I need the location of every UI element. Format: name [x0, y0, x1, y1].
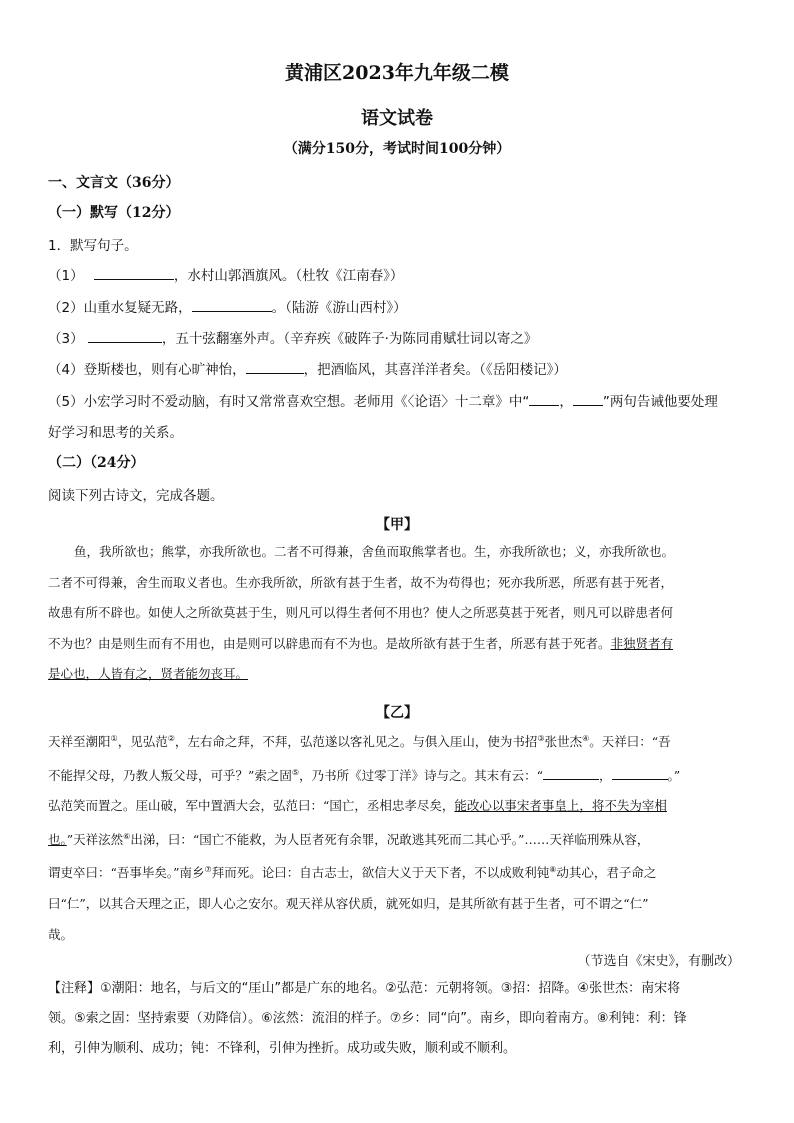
passage-text: 动其心，君子命之 [556, 865, 657, 881]
passage-line: 二者不可得兼，舍生而取义者也。生亦我所欲，所欲有甚于生者，故不为苟得也；死亦我所恶，所恶有甚于死者， [48, 574, 674, 590]
answer-blank[interactable] [246, 359, 304, 374]
item-number: （1） [48, 268, 84, 284]
answer-blank[interactable] [543, 767, 599, 780]
footnote-marker: ④ [582, 734, 590, 743]
part2-intro: 阅读下列古诗文，完成各题。 [48, 488, 224, 504]
footnote-marker: ② [167, 734, 175, 743]
passage-text: ，见弘范 [117, 734, 168, 750]
passage-line [48, 822, 748, 856]
section-heading: 一、文言文（36分） [48, 175, 180, 191]
answer-blank[interactable] [573, 391, 603, 406]
footnote-marker: ⑤ [291, 767, 300, 777]
question-item-2 [48, 296, 748, 316]
passage-text: 天祥至潮阳 [48, 734, 111, 750]
passage-text: 不为也？由是则生而有不用也，由是则可以辟患而有不为也。是故所欲有甚于生者，所恶有甚于死者。 [48, 635, 611, 651]
exam-subtitle: 语文试卷 [361, 108, 433, 129]
item-text: 。（陆游《游山西村》） [271, 300, 407, 316]
passage-line [48, 855, 748, 889]
passage-text: 不能捍父母，乃教人叛父母，可乎？”索之固 [48, 767, 292, 783]
passage-jia-label: 【甲】 [376, 517, 418, 533]
item-text: ，水村山郭酒旗风。（杜牧《江南春》） [173, 268, 404, 284]
passage-text: ，左右命之拜，不拜，弘范遂以客礼见之。与俱入厓山，使为书招 [174, 734, 538, 750]
passage-line: 鱼，我所欲也；熊掌，亦我所欲也。二者不可得兼，舍鱼而取熊掌者也。生，亦我所欲也；义，亦我所欲也。 [74, 544, 675, 559]
passage-text: ”天祥泫然 [66, 831, 124, 847]
item-text: ”两句告诫他要处理 [602, 394, 718, 410]
footnote-marker: ① [110, 734, 118, 743]
annotation-line: 利，引伸为顺利、成功；钝：不锋利，引伸为挫折。成功或失败，顺利或不顺利。 [48, 1041, 517, 1056]
footnote-marker: ⑦ [204, 865, 212, 875]
annotation-line: 【注释】①潮阳：地名，与后文的“厓山”都是广东的地名。②弘范：元朝将领。③招：招降。④张世杰：南宋将 [48, 981, 681, 996]
passage-line [48, 724, 748, 758]
answer-blank[interactable] [612, 767, 668, 780]
passage-text: 出涕，曰：“国亡不能救，为人臣者死有余罪，况敢逃其死而二其心乎。”……天祥临刑殊从容， [130, 831, 650, 847]
item-text: 登斯楼也，则有心旷神怡， [83, 362, 246, 378]
passage-text: 弘范笑而置之。厓山破，军中置酒大会，弘范曰：“国亡，丞相忠孝尽矣， [48, 798, 455, 814]
passage-line [48, 659, 748, 690]
item-text: （5）小宏学习时不爱动脑，有时又常常喜欢空想。老师用《〈论语〉十二章》中“ [48, 394, 530, 410]
question-item-5-cont: 好学习和思考的关系。 [48, 425, 183, 441]
answer-blank[interactable] [94, 265, 174, 280]
passage-line: 曰“仁”，以其合天理之正，即人心之安尔。观天祥从容伏质，就死如归，是其所欲有甚于生者，可不谓之“仁” [48, 896, 649, 912]
footnote-marker: ⑥ [123, 831, 131, 841]
exam-title: 黄浦区2023年九年级二模 [285, 62, 509, 84]
passage-text: ，乃书所《过零丁洋》诗与之。其末有云：“ [299, 767, 543, 783]
annotations [48, 974, 748, 1064]
item-text: ，把酒临风，其喜洋洋者矣。（《岳阳楼记》） [303, 362, 567, 378]
answer-blank[interactable] [88, 328, 162, 343]
passage-line [48, 791, 748, 822]
item-text: ， [559, 394, 573, 410]
passage-jia [48, 537, 748, 690]
passage-text: 拜而死。论曰：自古志士，欲信大义于天下者，不以成败利钝 [211, 865, 550, 881]
passage-text: ， [598, 767, 612, 783]
passage-text: 。” [667, 767, 681, 783]
question-item-5 [48, 390, 748, 410]
answer-blank[interactable] [192, 297, 272, 312]
passage-line [48, 758, 748, 792]
passage-line: 哉。 [48, 926, 74, 942]
answer-blank[interactable] [529, 391, 559, 406]
footnote-marker: ⑧ [549, 865, 557, 875]
item-number: （2） [48, 300, 84, 316]
item-number: （4） [48, 362, 84, 378]
footnote-marker: ③ [537, 734, 545, 743]
annotation-line: 领。⑤索之固：坚持索要（劝降信）。⑥泫然：流泪的样子。⑦乡：同“向”。南乡，即向着南方。⑧利钝：利：锋 [48, 1011, 687, 1026]
underlined-sentence: 是心也，人皆有之，贤者能勿丧耳。 [48, 666, 249, 681]
underlined-sentence: 能改心以事宋者事皇上，将不失为宰相 [454, 798, 667, 814]
passage-source: （节选自《宋史》，有删改） [577, 954, 740, 969]
part2-heading: （二）（24分） [48, 455, 145, 471]
question-intro: 1．默写句子。 [48, 238, 138, 254]
passage-yi-label: 【乙】 [376, 705, 418, 721]
underlined-sentence: 也。 [48, 831, 67, 847]
item-text: ，五十弦翻塞外声。（辛弃疾《破阵子·为陈同甫赋壮词以寄之》 [161, 331, 538, 347]
item-number: （3） [48, 331, 84, 347]
part1-heading: （一）默写（12分） [48, 205, 180, 221]
item-text: 山重水复疑无路， [83, 300, 192, 316]
passage-yi [48, 724, 748, 950]
exam-meta: （满分150分，考试时间100分钟） [283, 141, 511, 157]
passage-text: 谓吏卒曰：“吾事毕矣。”南乡 [48, 865, 205, 881]
question-item-3 [48, 327, 748, 347]
question-item-1 [48, 264, 748, 284]
passage-text: 。天祥曰：“吾 [589, 734, 671, 750]
passage-text: 张世杰 [544, 734, 583, 750]
underlined-sentence: 非独贤者有 [610, 635, 674, 651]
question-item-4 [48, 358, 748, 378]
passage-line [48, 629, 748, 660]
passage-line: 故患有所不辟也。如使人之所欲莫甚于生，则凡可以得生者何不用也？使人之所恶莫甚于死者，则凡可以辟患者何 [48, 605, 674, 620]
